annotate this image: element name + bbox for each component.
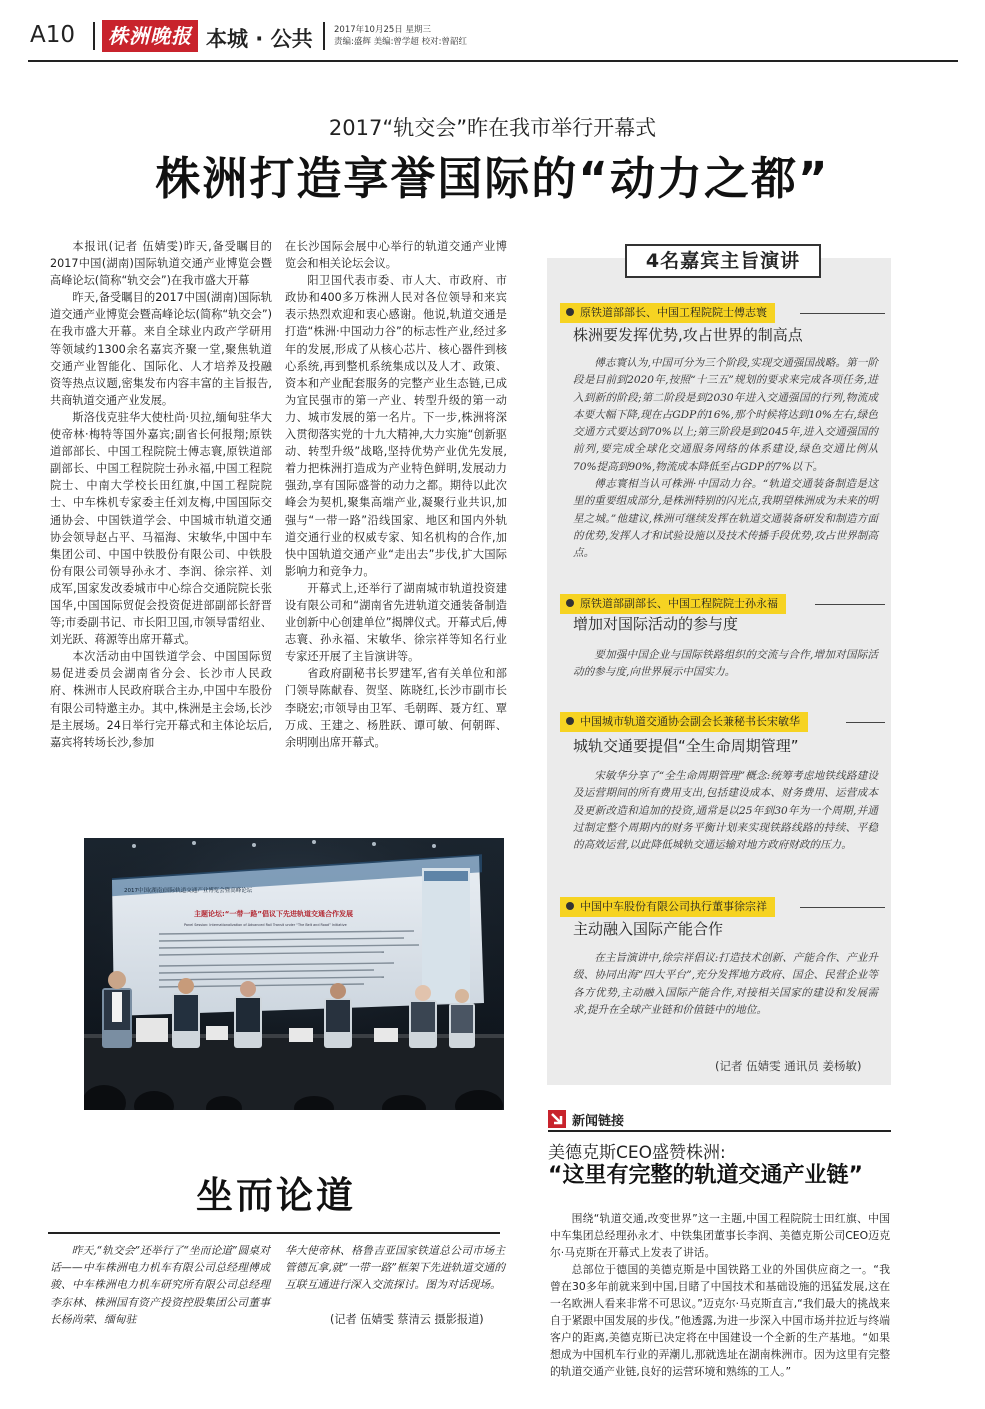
speech-title: 株洲要发挥优势,攻占世界的制高点	[573, 326, 803, 344]
photo-caption-title: 坐而论道	[196, 1174, 356, 1217]
newspaper-logo: 株洲晚报	[102, 20, 198, 52]
arrow-icon	[548, 1110, 566, 1128]
header-divider	[93, 22, 95, 50]
page-number: A10	[30, 22, 76, 48]
speech-title: 城轨交通要提倡“全生命周期管理”	[573, 737, 799, 755]
speaker-rule	[800, 313, 885, 314]
article-headline: 株洲打造享誉国际的“动力之都”	[155, 152, 830, 205]
article-column-2	[285, 238, 507, 751]
article-paragraph: 阳卫国代表市委、市人大、市政府、市政协和400多万株洲人民对各位领导和来宾表示热烈欢迎和衷心感谢。他说,轨道交通是打造“株洲·中国动力谷”的标志性产业,经过多年的发展,形成了从核心芯片、核心器件到核心系统,再到整机系统集成以及人才、政策、资本和产业配套服务的完整产业生态链,已成为宜民强市的第一产业、转型升级的第一动力、城市发展的第一名片。下一步,株洲将深入贯彻落实党的十九大精神,大力实施“创新驱动、转型升级”战略,坚持优势产业优先发展,着力把株洲打造成为产业特色鲜明,发展动力强劲,享有国际盛誉的动力之都。期待以此次峰会为契机,聚集高端产业,凝聚行业共识,加强与“一带一路”沿线国家、地区和国内外轨道交通行业的权威专家、知名机构的合作,加快中国轨道交通产业“走出去”步伐,扩大国际影响力和竞争力。	[285, 274, 507, 578]
header-divider	[323, 22, 325, 50]
speech-paragraph: 傅志寰相当认可株洲·中国动力谷。“轨道交通装备制造是这里的重要组成部分,是株洲特别的闪光点,我期望株洲成为未来的明星之城。”他建议,株洲可继续发挥在轨道交通装备研发和制造方面的优势,发挥人才和试验设施以及技术传播手段优势,攻占世界制高点。	[573, 478, 878, 560]
speaker-tag	[560, 897, 775, 917]
section-name: 本城 · 公共	[206, 27, 313, 51]
screen-banner-text: 2017中国(湖南)国际轨道交通产业博览会暨高峰论坛	[124, 888, 253, 894]
news-link-label: 新闻链接	[572, 1114, 625, 1129]
news-link-paragraph: 围绕“轨道交通,改变世界”这一主题,中国工程院院士田红旗、中国中车集团总经理孙永才、中铁集团董事长李润、美德克斯公司CEO迈克尔·马克斯在开幕式上发表了讲话。	[550, 1212, 890, 1259]
speech-paragraph: 在主旨演讲中,徐宗祥倡议:打造技术创新、产能合作、产业升级、协同出海“四大平台”,充分发挥地方政府、国企、民营企业等各方优势,主动融入国际产能合作,对接相关国家的建设和发展需求,提升在全球产业链和价值链中的地位。	[573, 952, 878, 1016]
caption-column-2	[285, 1242, 505, 1294]
news-link-subtitle: 美德克斯CEO盛赞株洲:	[548, 1143, 726, 1163]
speaker-rule	[800, 907, 885, 908]
speaker-tag	[560, 594, 786, 614]
news-link-paragraph: 总部位于德国的美德克斯是中国铁路工业的外国供应商之一。“我曾在30多年前就来到中国,目睹了中国技术和基础设施的迅猛发展,这在一名欧洲人看来非常不可思议。”迈克尔·马克斯直言,“我们最大的挑战来自于紧跟中国发展的步伐。”他透露,为进一步深入中国市场并拉近与终端客户的距离,美德克斯已决定将在中国建设一个全新的生产基地。“如果想成为中国机车行业的弄潮儿,那就选址在湖南株洲市。因为这里有完整的轨道交通产业链,良好的运营环境和熟练的工人。”	[550, 1263, 890, 1378]
screen-title-en-text: Panel Session: Internationalization of Advanced Rail Transit under “The Belt and Road” Initiative	[184, 923, 347, 927]
screen-title-text: 主题论坛:“一带一路”倡议下先进轨道交通合作发展	[194, 910, 353, 918]
article-kicker: 2017“轨交会”昨在我市举行开幕式	[328, 116, 657, 140]
speech-body	[573, 355, 878, 563]
speaker-tag-text: 中国城市轨道交通协会副会长兼秘书长宋敏华	[580, 715, 800, 728]
speech-paragraph: 傅志寰认为,中国可分为三个阶段,实现交通强国战略。第一阶段是目前到2020年,按照“十三五”规划的要求来完成各项任务,进入到新的阶段;第二阶段是到2030年进入交通强国的行列,物流成本要大幅下降,现在占GDP的16%,那个时候将达到10%左右,绿色交通方式要达到70%以上;第三阶段是到2045年,进入交通强国的前列,要完成全球化交通服务网络的体系建设,绿色交通比例从70%提高到90%,物流成本降低至占GDP的7%以下。	[573, 357, 878, 473]
speech-paragraph: 要加强中国企业与国际铁路组织的交流与合作,增加对国际活动的参与度,向世界展示中国实力。	[573, 649, 878, 679]
editors-line: 责编:盛辉 美编:曾学超 校对:曾韶红	[334, 37, 467, 47]
article-paragraph: 斯洛伐克驻华大使杜尚·贝拉,缅甸驻华大使帝林·梅特等国外嘉宾;副省长何报翔;原铁道部部长、中国工程院院士傅志寰,原铁道部副部长、中国工程院院士孙永福,中国工程院院士、中南大学校长田红旗,中国工程院院士、中车株机专家委主任刘友梅,中国国际交通协会、中国铁道学会、中国城市轨道交通协会领导赵占平、马福海、宋敏华,中国中车集团公司、中国中铁股份有限公司、中铁股份有限公司领导孙永才、李润、徐宗祥、刘成军,国家发改委城市中心综合交通院院长张国华,中国国际贸促会投资促进部副部长舒晋等;市委副书记、市长阳卫国,市领导雷绍业、刘光跃、蒋源等出席开幕式。	[50, 410, 272, 647]
speaker-tag	[560, 712, 808, 732]
caption-rule	[48, 1232, 500, 1234]
forum-photo	[84, 838, 504, 1110]
speaker-rule	[846, 722, 885, 723]
speaker-tag	[560, 303, 775, 323]
bullet-icon	[566, 308, 574, 316]
speech-title: 主动融入国际产能合作	[573, 920, 724, 938]
speech-body	[573, 768, 878, 854]
speaker-rule	[815, 604, 885, 605]
article-column-1	[50, 238, 272, 751]
speaker-tag-text: 原铁道部副部长、中国工程院院士孙永福	[580, 597, 778, 610]
sidebar-credit: (记者 伍婧雯 通讯员 姜杨敏)	[715, 1059, 862, 1073]
header-rule	[28, 60, 958, 62]
speech-body	[573, 647, 878, 682]
forum-photo-image	[84, 838, 504, 1110]
caption-column-1	[50, 1242, 270, 1328]
article-paragraph: 昨天,备受瞩目的2017中国(湖南)国际轨道交通产业博览会暨高峰论坛(简称“轨交会”)在我市盛大开幕。来自全球业内政产学研用等领域约1300余名嘉宾齐聚一堂,聚焦轨道交通产业智能化、国际化、人才培养及投融资等热点议题,密集发布内容丰富的主旨报告,共商轨道交通产业发展。	[50, 291, 272, 407]
article-paragraph: 在长沙国际会展中心举行的轨道交通产业博览会和相关论坛会议。	[285, 240, 507, 271]
bullet-icon	[566, 902, 574, 910]
news-link-icon	[548, 1110, 566, 1128]
article-paragraph: 开幕式上,还举行了湖南城市轨道投资建设有限公司和“湖南省先进轨道交通装备制造业创新中心创建单位”揭牌仪式。开幕式后,傅志寰、孙永福、宋敏华、徐宗祥等知名行业专家还开展了主旨演讲等。	[285, 581, 507, 664]
article-paragraph: 本次活动由中国铁道学会、中国国际贸易促进委员会湖南省分会、长沙市人民政府、株洲市人民政府联合主办,中国中车股份有限公司特邀主办。其中,株洲是主会场,长沙是主展场。24日举行完开幕式和主体论坛后,嘉宾将转场长沙,参加	[50, 650, 272, 749]
bullet-icon	[566, 599, 574, 607]
speaker-tag-text: 中国中车股份有限公司执行董事徐宗祥	[580, 900, 767, 913]
speech-title: 增加对国际活动的参与度	[573, 615, 739, 633]
news-link-rule	[548, 1130, 891, 1132]
article-paragraph: 省政府副秘书长罗建军,省有关单位和部门领导陈献春、贺坚、陈晓红,长沙市副市长李晓宏;市领导由卫军、毛朝晖、聂方红、覃万成、王建之、杨胜跃、谭可敏、何朝晖、余明刚出席开幕式。	[285, 667, 507, 749]
caption-text: 昨天,“轨交会”还举行了“坐而论道”圆桌对话——中车株洲电力机车有限公司总经理傅成骏、中车株洲电力机车研究所有限公司总经理李东林、株洲国有资产投资控股集团公司董事长杨尚荣、缅甸驻	[50, 1244, 270, 1326]
caption-text: 华大使帝林、格鲁吉亚国家铁道总公司市场主管德瓦拿,就“一带一路”框架下先进轨道交通的互联互通进行深入交流探讨。图为对话现场。	[285, 1244, 505, 1292]
news-link-body	[550, 1210, 890, 1380]
speech-paragraph: 宋敏华分享了“全生命周期管理”概念:统筹考虑地铁线路建设及运营期间的所有费用支出,包括建设成本、财务费用、运营成本及更新改造和追加的投资,通常是以25年到30年为一个周期,并通过制定整个周期内的财务平衡计划来实现铁路线路的持续、平稳的高效运营,以此降低城轨交通运输对地方政府财政的压力。	[573, 770, 878, 852]
issue-date: 2017年10月25日 星期三	[334, 25, 431, 35]
news-link-headline: “这里有完整的轨道交通产业链”	[548, 1163, 863, 1188]
speech-body	[573, 950, 878, 1019]
bullet-icon	[566, 717, 574, 725]
caption-credit: (记者 伍婧雯 蔡清云 摄影报道)	[330, 1313, 484, 1326]
article-paragraph: 本报讯(记者 伍婧雯)昨天,备受瞩目的2017中国(湖南)国际轨道交通产业博览会暨高峰论坛(简称“轨交会”)在我市盛大开幕	[50, 240, 272, 288]
sidebar-title: 4名嘉宾主旨演讲	[625, 244, 821, 278]
speaker-tag-text: 原铁道部部长、中国工程院院士傅志寰	[580, 306, 767, 319]
